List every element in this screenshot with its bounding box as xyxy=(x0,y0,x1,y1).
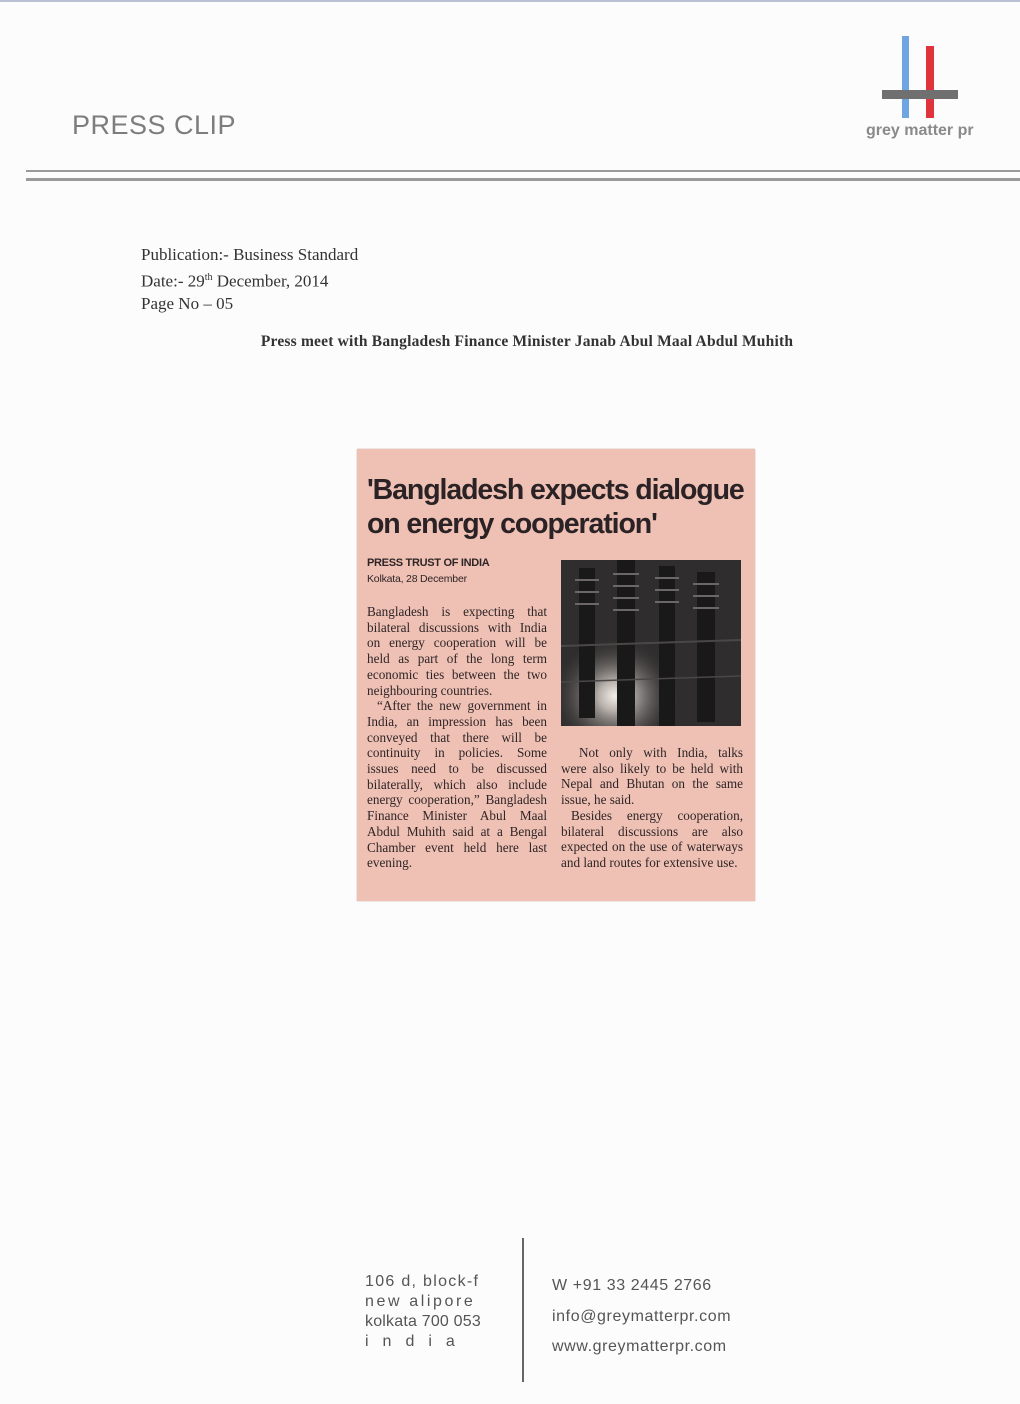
article-paragraph: Bangladesh is expecting that bilateral discussions with India on energy cooperation will be held as part of the long term economic ties between the two neighbouring countries. xyxy=(367,604,547,698)
article-headline: 'Bangladesh expects dialogue on energy cooperation' xyxy=(367,474,744,540)
header-divider xyxy=(26,170,1020,172)
brand-name: grey matter pr xyxy=(866,122,974,139)
article-paragraph: Not only with India, talks were also likely to be held with Nepal and Bhutan on the same issue, he said. xyxy=(561,745,743,808)
date-ordinal: th xyxy=(204,271,213,283)
article-dateline: Kolkata, 28 December xyxy=(367,573,467,585)
date-suffix: December, 2014 xyxy=(212,271,329,291)
footer-phone: W +91 33 2445 2766 xyxy=(552,1277,712,1294)
page-number-line: Page No – 05 xyxy=(141,293,234,313)
article-paragraph: “After the new government in India, an impression has been conveyed that there will be continuity in policies. Some issues need to be discussed bilaterally, which also include energy cooperation,” Bangladesh Finance Minister Abul Maal Abdul Muhith said at a Bengal Chamber event held here last evening. xyxy=(367,698,547,871)
footer-contact xyxy=(552,1271,731,1363)
page-title: PRESS CLIP xyxy=(72,110,237,140)
publication-line: Publication:- Business Standard xyxy=(141,245,359,264)
power-station-photo-icon xyxy=(561,560,741,726)
article-column-left xyxy=(367,604,547,871)
footer-email[interactable]: info@greymatterpr.com xyxy=(552,1307,732,1325)
footer-website[interactable]: www.greymatterpr.com xyxy=(552,1338,727,1355)
publication-meta xyxy=(141,244,358,315)
article-photo xyxy=(561,560,741,726)
footer-address xyxy=(365,1272,481,1352)
logo-mark-icon xyxy=(882,34,958,122)
newspaper-clipping xyxy=(357,449,755,901)
address-line: kolkata 700 053 xyxy=(365,1313,481,1330)
date-line xyxy=(141,267,358,293)
article-byline: PRESS TRUST OF INDIA xyxy=(367,557,490,569)
article-column-right xyxy=(561,745,743,871)
clip-caption: Press meet with Bangladesh Finance Minister Janab Abul Maal Abdul Muhith xyxy=(260,333,794,350)
brand-logo xyxy=(862,34,982,144)
address-line: india xyxy=(365,1333,469,1350)
scan-top-edge xyxy=(0,0,1020,2)
address-line: new alipore xyxy=(365,1293,476,1310)
header-divider-thick xyxy=(26,178,1020,181)
article-paragraph: Besides energy cooperation, bilateral discussions are also expected on the use of waterways and land routes for extensive use. xyxy=(561,807,743,870)
date-prefix: Date:- 29 xyxy=(141,271,205,291)
address-line: 106 d, block-f xyxy=(365,1273,480,1290)
footer-divider xyxy=(522,1238,524,1382)
